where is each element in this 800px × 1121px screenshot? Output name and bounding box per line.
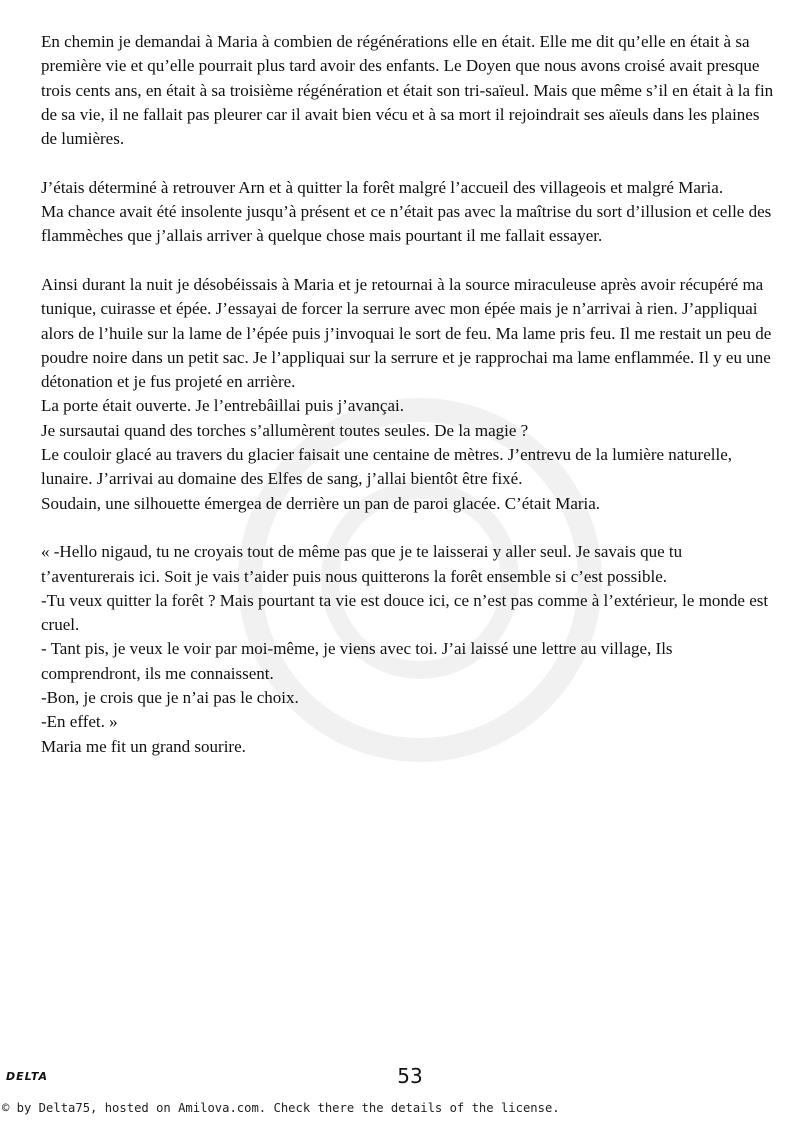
paragraph-line: J’étais déterminé à retrouver Arn et à quitter la forêt malgré l’accueil des villageois et malgré Maria. bbox=[41, 177, 724, 197]
dialogue-line: - Tant pis, je veux le voir par moi-même, je viens avec toi. J’ai laissé une lettre au village, Ils comprendront, ils me connaissent. bbox=[41, 639, 673, 683]
paragraph-line: Ma chance avait été insolente jusqu’à présent et ce n’était pas avec la maîtrise du sort d’illusion et celle des flammèches que j’allais arriver à quelque chose mais pourtant il me fallait essayer. bbox=[41, 202, 772, 246]
dialogue-line: -En effet. » bbox=[41, 712, 118, 732]
paragraph-line: Maria me fit un grand sourire. bbox=[41, 736, 246, 756]
page-number: 53 bbox=[397, 1064, 423, 1088]
paragraph-gap bbox=[41, 151, 776, 175]
paragraph-gap bbox=[41, 516, 776, 540]
paragraph-line: La porte était ouverte. Je l’entrebâillai puis j’avançai. bbox=[41, 396, 404, 416]
page-body bbox=[41, 30, 776, 759]
dialogue-line: -Bon, je crois que je n’ai pas le choix. bbox=[41, 688, 299, 708]
license-notice: © by Delta75, hosted on Amilova.com. Check there the details of the license. bbox=[2, 1101, 560, 1115]
paragraph-line: Soudain, une silhouette émergea de derrière un pan de paroi glacée. C’était Maria. bbox=[41, 493, 601, 513]
paragraph-line: Je sursautai quand des torches s’allumèrent toutes seules. De la magie ? bbox=[41, 420, 529, 440]
paragraph-line: Ainsi durant la nuit je désobéissais à Maria et je retournai à la source miraculeuse après avoir récupéré ma tunique, cuirasse et épée. J’essayai de forcer la serrure avec mon épée mais je n’arrivai à rien. J’appliquai alors de l’huile sur la lame de l’épée puis j’invoquai le sort de feu. Ma lame pris feu. Il me restait un peu de poudre noire dans un petit sac. Je l’appliquai sur la serrure et je rapprochai ma lame enflammée. Il y eu une détonation et je fus projeté en arrière. bbox=[41, 274, 772, 392]
paragraph-gap bbox=[41, 249, 776, 273]
author-logo: DELTA bbox=[6, 1070, 48, 1083]
paragraph-line: Le couloir glacé au travers du glacier faisait une centaine de mètres. J’entrevu de la lumière naturelle, lunaire. J’arrivai au domaine des Elfes de sang, j’allai bientôt être fixé. bbox=[41, 445, 733, 489]
dialogue-line: -Tu veux quitter la forêt ? Mais pourtant ta vie est douce ici, ce n’est pas comme à l’extérieur, le monde est cruel. bbox=[41, 590, 769, 635]
dialogue-line: « -Hello nigaud, tu ne croyais tout de même pas que je te laisserai y aller seul. Je savais que tu t’aventurerais ici. Soit je vais t’aider puis nous quitterons la forêt ensemble si c’est possible. bbox=[41, 542, 683, 586]
paragraph-line: En chemin je demandai à Maria à combien de régénérations elle en était. Elle me dit qu’elle en était à sa première vie et qu’elle pourrait plus tard avoir des enfants. Le Doyen que nous avons croisé avait presque trois cents ans, en était à sa troisième régénération et était son tri-saïeul. Mais que même s’il en était à la fin de sa vie, il ne fallait pas pleurer car il avait bien vécu et à sa mort il rejoindrait ses aïeuls dans les plaines de lumières. bbox=[41, 32, 774, 149]
